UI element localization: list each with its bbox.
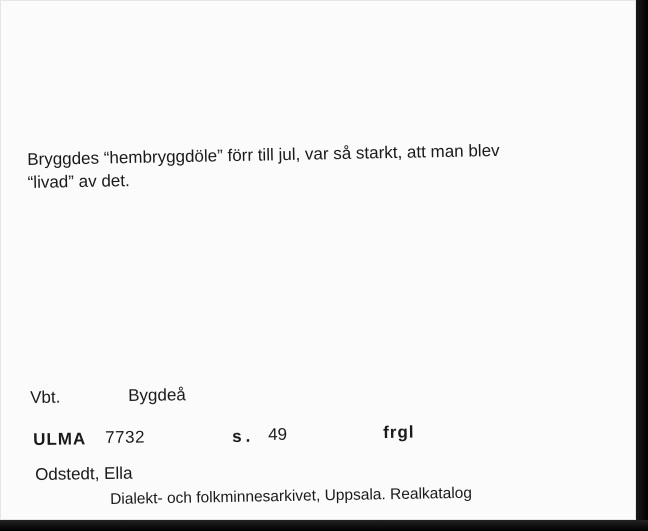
scan-edge-right: [636, 0, 648, 531]
archive-footer: Dialekt- och folkminnesarkivet, Uppsala. Realkatalog: [110, 484, 473, 508]
body-line-2: “livad” av det.: [27, 171, 130, 192]
body-line-1: Bryggdes “hembryggdöle” förr till jul, var så starkt, att man blev: [27, 140, 500, 169]
category-code: frgl: [383, 422, 415, 442]
archive-number: 7732: [105, 427, 146, 447]
scan-edge-bottom: [0, 520, 648, 531]
archive-label: ULMA: [33, 429, 87, 449]
informant-name: Odstedt, Ella: [35, 463, 133, 484]
page-number: 49: [268, 424, 288, 444]
page-prefix: s.: [232, 426, 255, 446]
socken-label: Bygdeå: [128, 385, 186, 405]
card-body-text: [27, 136, 628, 194]
landskap-label: Vbt.: [30, 387, 61, 407]
